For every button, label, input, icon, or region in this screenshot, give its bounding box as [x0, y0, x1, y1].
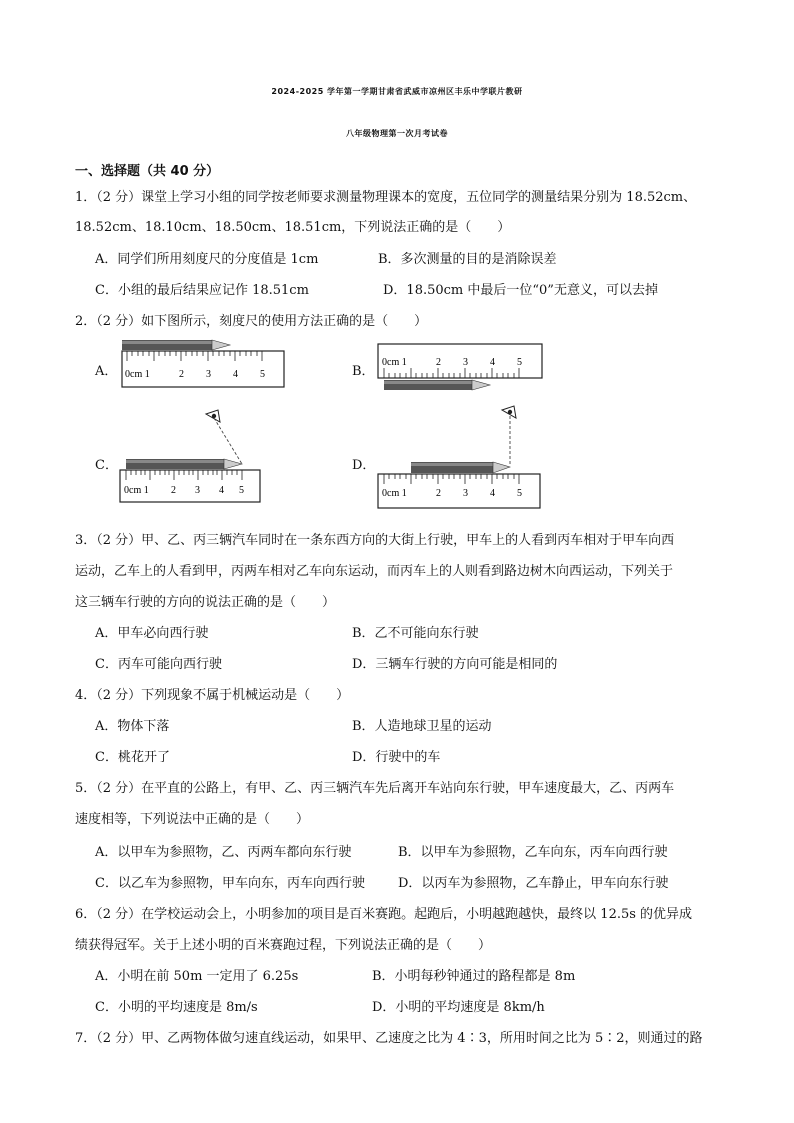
q3-stem-line1: 3．（2 分）甲、乙、丙三辆汽车同时在一条东西方向的大街上行驶，甲车上的人看到丙车相对于甲车向西 — [75, 533, 675, 548]
q4-stem-line1: 4．（2 分）下列现象不属于机械运动是（ ） — [75, 688, 350, 703]
ruler-d-tick-5: 5 — [517, 488, 522, 499]
ruler-figure-b — [376, 341, 546, 397]
q1-stem-line1: 1．（2 分）课堂上学习小组的同学按老师要求测量物理课本的宽度，五位同学的测量结果分别为 18.52cm、 — [75, 190, 697, 205]
q5-option-d: D．以丙车为参照物，乙车静止，甲车向东行驶 — [398, 876, 669, 891]
pencil-b — [384, 380, 490, 390]
pencil-d — [411, 462, 510, 473]
q5-stem-line2: 速度相等，下列说法中正确的是（ ） — [75, 812, 310, 827]
exam-title-line2: 八年级物理第一次月考试卷 — [346, 129, 448, 138]
q1-option-c: C．小组的最后结果应记作 18.51cm — [95, 283, 309, 298]
pencil-a — [122, 340, 230, 350]
ruler-b-tick-5: 5 — [517, 357, 522, 368]
q5-stem-line1: 5．（2 分）在平直的公路上，有甲、乙、丙三辆汽车先后离开车站向东行驶，甲车速度最大，乙、丙两车 — [75, 781, 675, 796]
q3-stem-line2: 运动，乙车上的人看到甲，丙两车相对乙车向东运动，而丙车上的人则看到路边树木向西运动，下列关于 — [75, 564, 674, 579]
q6-option-c: C．小明的平均速度是 8m/s — [95, 1000, 258, 1015]
ruler-figure-c — [118, 408, 288, 506]
ruler-figure-d — [376, 404, 546, 510]
ruler-c-tick-5: 5 — [239, 485, 244, 496]
q1-option-b: B．多次测量的目的是消除误差 — [378, 252, 557, 267]
ruler-c-tick-2: 2 — [171, 485, 176, 496]
q3-option-d: D．三辆车行驶的方向可能是相同的 — [352, 657, 558, 672]
ruler-c-tick-0: 0cm 1 — [124, 485, 149, 496]
q2-option-c-label: C． — [95, 458, 118, 473]
eye-icon — [502, 406, 516, 418]
exam-title-line1: 2024-2025 学年第一学期甘肃省武威市凉州区丰乐中学联片教研 — [271, 87, 523, 96]
ruler-d-tick-4: 4 — [490, 488, 495, 499]
q1-option-d: D．18.50cm 中最后一位“0”无意义，可以去掉 — [383, 283, 658, 298]
ruler-d-tick-2: 2 — [436, 488, 441, 499]
q3-option-a: A．甲车必向西行驶 — [95, 626, 209, 641]
sightline-c — [214, 418, 242, 464]
ruler-a-tick-3: 3 — [206, 369, 211, 380]
q5-option-a: A．以甲车为参照物，乙、丙两车都向东行驶 — [95, 845, 352, 860]
ruler-b-tick-2: 2 — [436, 357, 441, 368]
q6-stem-line1: 6．（2 分）在学校运动会上，小明参加的项目是百米赛跑。起跑后，小明越跑越快，最终以 12.5s 的优异成 — [75, 907, 693, 922]
q1-stem-line2: 18.52cm、18.10cm、18.50cm、18.51cm，下列说法正确的是（ ） — [75, 220, 511, 235]
ruler-figure-a — [118, 337, 288, 397]
q3-stem-line3: 这三辆车行驶的方向的说法正确的是（ ） — [75, 595, 336, 610]
ruler-a-tick-5: 5 — [260, 369, 265, 380]
q4-option-b: B．人造地球卫星的运动 — [352, 719, 492, 734]
ruler-b-tick-4: 4 — [490, 357, 495, 368]
q4-option-d: D．行驶中的车 — [352, 750, 441, 765]
ruler-c-tick-3: 3 — [195, 485, 200, 496]
q6-option-d: D．小明的平均速度是 8km/h — [372, 1000, 545, 1015]
q3-option-b: B．乙不可能向东行驶 — [352, 626, 479, 641]
q5-option-b: B．以甲车为参照物，乙车向东，丙车向西行驶 — [398, 845, 668, 860]
ruler-c-tick-4: 4 — [219, 485, 224, 496]
q4-option-a: A．物体下落 — [95, 719, 170, 734]
q6-option-b: B．小明每秒钟通过的路程都是 8m — [372, 969, 576, 984]
ruler-d-tick-3: 3 — [463, 488, 468, 499]
q1-option-a: A．同学们所用刻度尺的分度值是 1cm — [95, 252, 319, 267]
q2-option-a-label: A． — [95, 364, 118, 379]
q6-option-a: A．小明在前 50m 一定用了 6.25s — [95, 969, 299, 984]
q2-stem-line1: 2．（2 分）如下图所示，刻度尺的使用方法正确的是（ ） — [75, 314, 428, 329]
section-heading: 一、选择题（共 40 分） — [75, 164, 220, 179]
ruler-b-tick-0: 0cm 1 — [382, 357, 407, 368]
q2-option-b-label: B． — [352, 364, 375, 379]
ruler-a-tick-4: 4 — [233, 369, 238, 380]
q4-option-c: C．桃花开了 — [95, 750, 170, 765]
ruler-d-tick-0: 0cm 1 — [382, 488, 407, 499]
q5-option-c: C．以乙车为参照物，甲车向东，丙车向西行驶 — [95, 876, 365, 891]
eye-icon — [206, 410, 220, 422]
q6-stem-line2: 绩获得冠军。关于上述小明的百米赛跑过程，下列说法正确的是（ ） — [75, 938, 492, 953]
ruler-a-tick-0: 0cm 1 — [125, 369, 150, 380]
ruler-b-tick-3: 3 — [463, 357, 468, 368]
ruler-a-tick-2: 2 — [179, 369, 184, 380]
q2-option-d-label: D． — [352, 458, 376, 473]
q3-option-c: C．丙车可能向西行驶 — [95, 657, 222, 672]
q7-stem-line1: 7．（2 分）甲、乙两物体做匀速直线运动，如果甲、乙速度之比为 4∶3，所用时间之比为 5∶2，则通过的路 — [75, 1031, 703, 1046]
pencil-c — [126, 459, 242, 469]
